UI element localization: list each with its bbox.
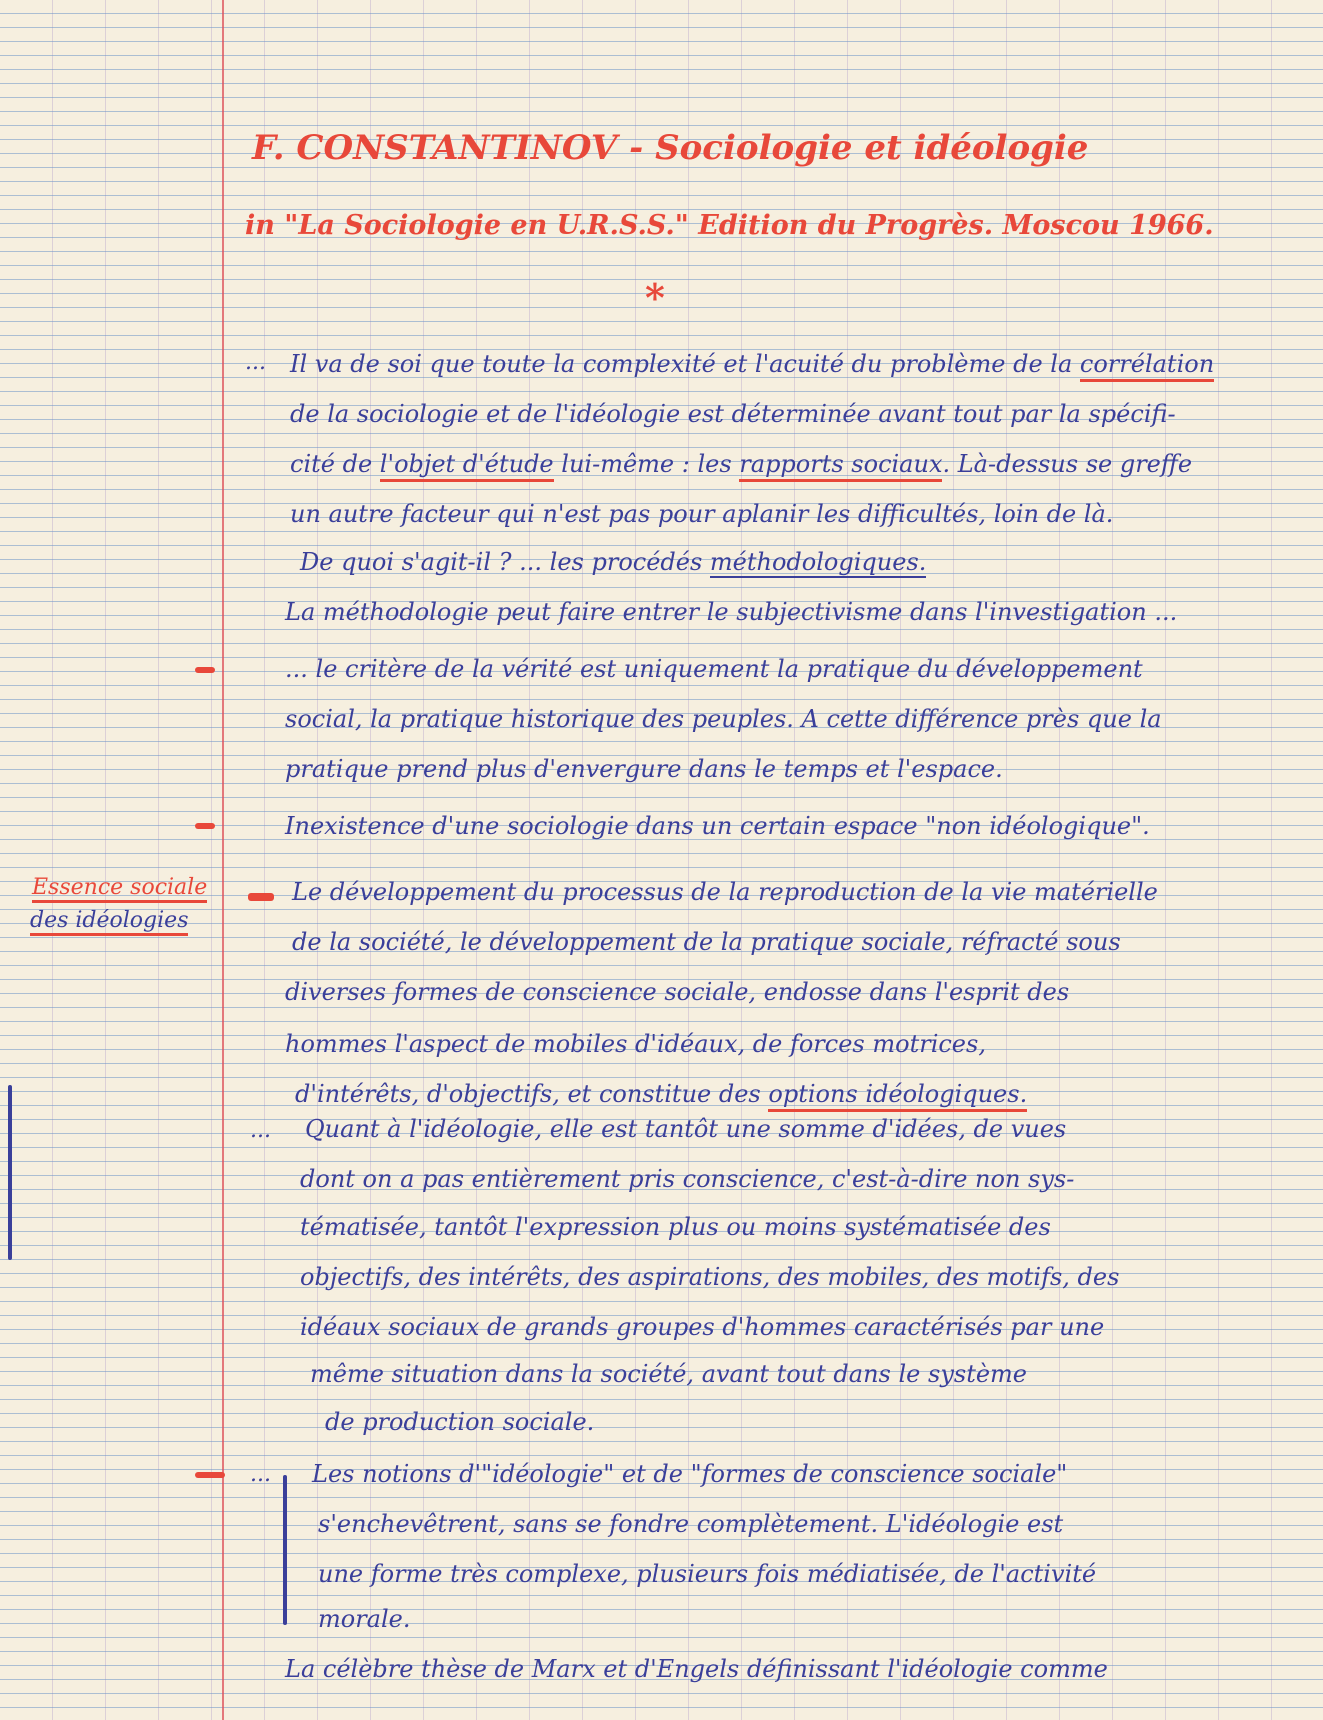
text-line: Il va de soi que toute la complexité et l'acuité du problème de la corrélation — [290, 350, 1214, 378]
text-line: La méthodologie peut faire entrer le subjectivisme dans l'investigation ... — [285, 598, 1178, 626]
text-line: Les notions d'"idéologie" et de "formes de conscience sociale" — [312, 1460, 1068, 1488]
text-line: Inexistence d'une sociologie dans un certain espace "non idéologique". — [285, 812, 1150, 840]
text-line: social, la pratique historique des peuples. A cette différence près que la — [285, 705, 1162, 733]
margin-dash — [195, 667, 215, 673]
margin-note-line: Essence sociale — [32, 875, 207, 900]
margin-dash — [195, 823, 215, 829]
text-line: de la société, le développement de la pratique sociale, réfracté sous — [292, 928, 1121, 956]
text-line: hommes l'aspect de mobiles d'idéaux, de forces motrices, — [285, 1030, 986, 1058]
source-citation: in "La Sociologie en U.R.S.S." Edition du Progrès. Moscou 1966. — [245, 210, 1214, 241]
margin-bar — [8, 1085, 12, 1260]
text-line: ... le critère de la vérité est uniquement la pratique du développement — [285, 655, 1143, 683]
margin-bar — [283, 1475, 287, 1625]
text-line: tématisée, tantôt l'expression plus ou moins systématisée des — [300, 1213, 1051, 1241]
margin-line — [222, 0, 224, 1720]
margin-dash — [248, 893, 274, 901]
margin-dash — [195, 1472, 225, 1478]
text-line: Le développement du processus de la reproduction de la vie matérielle — [292, 878, 1158, 906]
text-line: même situation dans la société, avant tout dans le système — [310, 1360, 1027, 1388]
text-line: une forme très complexe, plusieurs fois médiatisée, de l'activité — [318, 1560, 1097, 1588]
ellipsis-mark: ... — [250, 1118, 271, 1143]
text-line: cité de l'objet d'étude lui-même : les rapports sociaux. Là-dessus se greffe — [290, 450, 1192, 478]
text-line: de production sociale. — [325, 1408, 595, 1436]
page-title: F. CONSTANTINOV - Sociologie et idéologie — [252, 128, 1089, 168]
text-line: pratique prend plus d'envergure dans le temps et l'espace. — [285, 755, 1003, 783]
text-line: un autre facteur qui n'est pas pour aplanir les difficultés, loin de là. — [290, 500, 1114, 528]
margin-note-line: des idéologies — [30, 908, 188, 933]
text-line: morale. — [318, 1605, 411, 1633]
text-line: d'intérêts, d'objectifs, et constitue des options idéologiques. — [295, 1080, 1027, 1108]
text-line: objectifs, des intérêts, des aspirations, des mobiles, des motifs, des — [300, 1263, 1120, 1291]
ellipsis-mark: ... — [245, 350, 266, 375]
text-line: La célèbre thèse de Marx et d'Engels définissant l'idéologie comme — [285, 1655, 1108, 1683]
text-line: De quoi s'agit-il ? ... les procédés méthodologiques. — [300, 548, 927, 576]
text-line: idéaux sociaux de grands groupes d'hommes caractérisés par une — [300, 1313, 1105, 1341]
text-line: dont on a pas entièrement pris conscience, c'est-à-dire non sys- — [300, 1165, 1075, 1193]
text-line: de la sociologie et de l'idéologie est déterminée avant tout par la spécifi- — [290, 400, 1176, 428]
ellipsis-mark: ... — [250, 1462, 271, 1487]
text-line: s'enchevêtrent, sans se fondre complètement. L'idéologie est — [318, 1510, 1064, 1538]
text-line: diverses formes de conscience sociale, endosse dans l'esprit des — [285, 978, 1070, 1006]
text-line: Quant à l'idéologie, elle est tantôt une somme d'idées, de vues — [305, 1115, 1067, 1143]
asterisk-icon: * — [645, 275, 665, 320]
